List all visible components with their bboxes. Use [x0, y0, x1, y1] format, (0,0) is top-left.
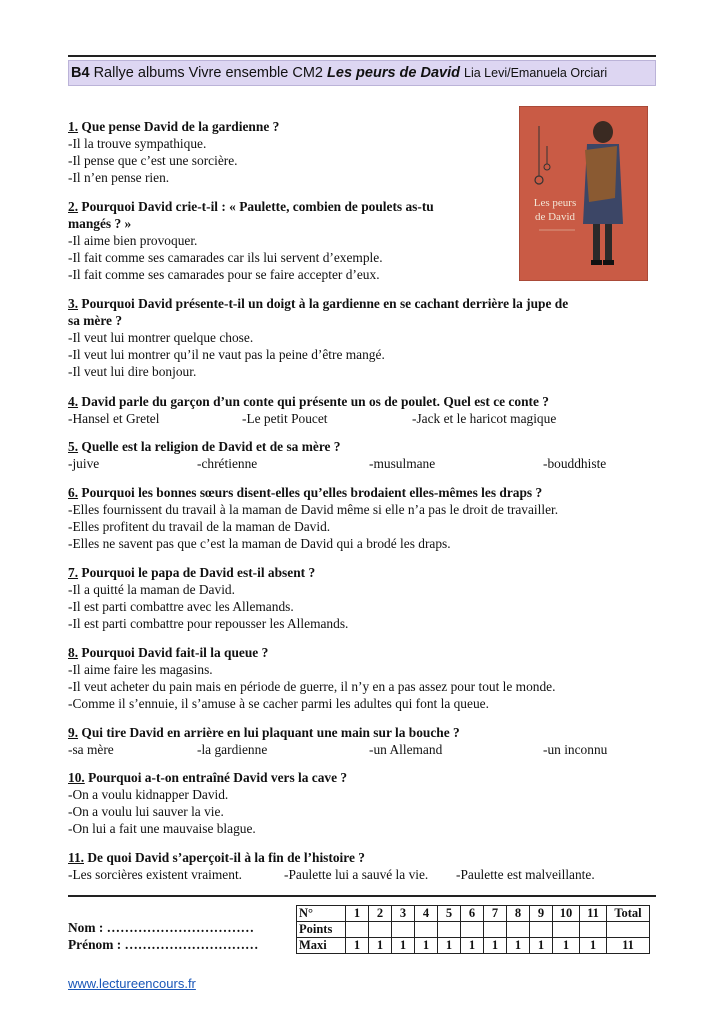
answer-option: -Elles fournissent du travail à la maman de David même si elle n’a pas le droit de travailler.: [68, 502, 559, 517]
answer-option: -Il aime bien provoquer.: [68, 233, 198, 248]
header-code: B4: [71, 65, 90, 81]
question-title: [68, 295, 568, 329]
answer-option: -On a voulu kidnapper David.: [68, 787, 229, 802]
maxi-total-cell: 11: [607, 938, 650, 954]
answer-option: -On a voulu lui sauver la vie.: [68, 804, 224, 819]
points-cell[interactable]: [553, 922, 580, 938]
score-header-cell: 3: [392, 906, 415, 922]
score-header-cell: 6: [461, 906, 484, 922]
question-3: [68, 295, 568, 380]
answer-option: -Il veut lui dire bonjour.: [68, 364, 197, 379]
maxi-cell: 1: [530, 938, 553, 954]
nom-field[interactable]: Nom : ……………………………: [68, 920, 254, 935]
maxi-cell: 1: [461, 938, 484, 954]
question-title: [68, 564, 348, 581]
cover-title-line1: Les peurs: [533, 197, 577, 209]
question-11: [68, 849, 648, 883]
question-text: Qui tire David en arrière en lui plaquant une main sur la bouche ?: [81, 725, 460, 740]
question-number: 9.: [68, 725, 79, 740]
score-header-cell: 1: [346, 906, 369, 922]
question-7: [68, 564, 348, 632]
header-authors: Lia Levi/Emanuela Orciari: [464, 66, 608, 80]
maxi-cell: 1: [507, 938, 530, 954]
answer-option: -Paulette lui a sauvé la vie.: [284, 867, 429, 882]
question-title: [68, 438, 648, 455]
answer-option: -musulmane: [369, 456, 436, 471]
maxi-cell: 1: [553, 938, 580, 954]
question-text: Pourquoi David crie-t-il : « Paulette, combien de poulets as-tu: [81, 199, 434, 214]
bottom-rule: [68, 895, 656, 897]
cover-title-line2: de David: [534, 211, 576, 223]
points-cell[interactable]: [580, 922, 607, 938]
answer-option: -Elles ne savent pas que c’est la maman de David qui a brodé les draps.: [68, 536, 451, 551]
question-2: [68, 198, 434, 283]
answer-option: -juive: [68, 456, 100, 471]
score-header-cell: 5: [438, 906, 461, 922]
question-title: [68, 644, 555, 661]
answer-option: -sa mère: [68, 742, 114, 757]
question-1: [68, 118, 279, 186]
answer-option: -Il fait comme ses camarades pour se faire accepter d’eux.: [68, 267, 380, 282]
score-header-cell: 4: [415, 906, 438, 922]
answer-option: -Jack et le haricot magique: [412, 411, 557, 426]
score-maxi-row: [297, 938, 650, 954]
answer-option: -Il est parti combattre avec les Allemands.: [68, 599, 294, 614]
points-cell[interactable]: [415, 922, 438, 938]
question-number: 8.: [68, 645, 79, 660]
points-cell[interactable]: [369, 922, 392, 938]
maxi-cell: 1: [438, 938, 461, 954]
question-title: [68, 849, 648, 866]
answer-option: -Il pense que c’est une sorcière.: [68, 153, 238, 168]
score-header-cell: 11: [580, 906, 607, 922]
answer-option: -Il veut lui montrer qu’il ne vaut pas la peine d’être mangé.: [68, 347, 385, 362]
website-link[interactable]: www.lectureencours.fr: [68, 976, 196, 991]
book-cover-image: [519, 106, 648, 281]
maxi-cell: 1: [346, 938, 369, 954]
score-header-cell: Total: [607, 906, 650, 922]
score-header-cell: 9: [530, 906, 553, 922]
question-title: [68, 769, 347, 786]
answer-option: -Il veut lui montrer quelque chose.: [68, 330, 254, 345]
answer-option: -Hansel et Gretel: [68, 411, 160, 426]
score-header-cell: 10: [553, 906, 580, 922]
answer-option: -Il a quitté la maman de David.: [68, 582, 235, 597]
answer-option: -Elles profitent du travail de la maman de David.: [68, 519, 331, 534]
maxi-cell: 1: [484, 938, 507, 954]
question-10: [68, 769, 347, 837]
header-book-title: Les peurs de David: [327, 65, 460, 81]
answer-option: -Comme il s’ennuie, il s’amuse à se cacher parmi les adultes qui font la queue.: [68, 696, 489, 711]
score-header-cell: 8: [507, 906, 530, 922]
question-number: 1.: [68, 119, 79, 134]
maxi-cell: 1: [392, 938, 415, 954]
question-text: Pourquoi David fait-il la queue ?: [81, 645, 269, 660]
score-points-row: [297, 922, 650, 938]
question-text: Que pense David de la gardienne ?: [81, 119, 280, 134]
score-table: [296, 905, 650, 954]
student-name-block: [68, 919, 258, 953]
answer-option: -Il est parti combattre pour repousser les Allemands.: [68, 616, 349, 631]
question-number: 3.: [68, 296, 79, 311]
score-header-row: [297, 906, 650, 922]
answer-option: -Les sorcières existent vraiment.: [68, 867, 243, 882]
points-cell[interactable]: [484, 922, 507, 938]
answer-option: -un inconnu: [543, 742, 608, 757]
question-title: [68, 484, 558, 501]
answer-option: -la gardienne: [197, 742, 268, 757]
prenom-field[interactable]: Prénom : …………………………: [68, 937, 259, 952]
question-text-cont: mangés ? »: [68, 216, 132, 231]
maxi-cell: 1: [580, 938, 607, 954]
question-8: [68, 644, 555, 712]
question-title: [68, 198, 434, 232]
points-cell[interactable]: [507, 922, 530, 938]
question-text: Pourquoi David présente-t-il un doigt à la gardienne en se cachant derrière la jupe de: [81, 296, 569, 311]
question-5: [68, 438, 648, 472]
answer-option: -On lui a fait une mauvaise blague.: [68, 821, 256, 836]
question-title: [68, 118, 279, 135]
points-cell[interactable]: [461, 922, 484, 938]
question-title: [68, 724, 648, 741]
question-text-cont: sa mère ?: [68, 313, 123, 328]
question-number: 6.: [68, 485, 79, 500]
question-number: 11.: [68, 850, 84, 865]
question-text: De quoi David s’aperçoit-il à la fin de l’histoire ?: [87, 850, 365, 865]
points-label: Points: [297, 922, 346, 938]
answer-option: -Il fait comme ses camarades car ils lui servent d’exemple.: [68, 250, 383, 265]
score-header-cell: N°: [297, 906, 346, 922]
score-header-cell: 2: [369, 906, 392, 922]
question-number: 10.: [68, 770, 85, 785]
answer-option: -bouddhiste: [543, 456, 607, 471]
question-number: 2.: [68, 199, 79, 214]
question-title: [68, 393, 648, 410]
answer-option: -Il la trouve sympathique.: [68, 136, 207, 151]
points-total-cell[interactable]: [607, 922, 650, 938]
answer-option: -un Allemand: [369, 742, 443, 757]
question-number: 4.: [68, 394, 79, 409]
question-text: Pourquoi les bonnes sœurs disent-elles qu’elles brodaient elles-mêmes les draps ?: [81, 485, 543, 500]
question-9: [68, 724, 648, 758]
points-cell[interactable]: [346, 922, 369, 938]
question-number: 7.: [68, 565, 79, 580]
question-text: Pourquoi a-t-on entraîné David vers la cave ?: [88, 770, 348, 785]
maxi-cell: 1: [415, 938, 438, 954]
points-cell[interactable]: [530, 922, 553, 938]
worksheet-header: [68, 60, 656, 86]
score-header-cell: 7: [484, 906, 507, 922]
top-rule: [68, 55, 656, 57]
answer-option: -chrétienne: [197, 456, 258, 471]
question-4: [68, 393, 648, 427]
question-number: 5.: [68, 439, 79, 454]
maxi-cell: 1: [369, 938, 392, 954]
question-6: [68, 484, 558, 552]
answer-option: -Il n’en pense rien.: [68, 170, 170, 185]
maxi-label: Maxi: [297, 938, 346, 954]
answer-option: -Il veut acheter du pain mais en période de guerre, il n’y en a pas assez pour tout le monde.: [68, 679, 556, 694]
points-cell[interactable]: [438, 922, 461, 938]
answer-option: -Paulette est malveillante.: [456, 867, 595, 882]
answer-option: -Il aime faire les magasins.: [68, 662, 213, 677]
header-series: Rallye albums Vivre ensemble CM2: [93, 65, 323, 81]
question-text: Quelle est la religion de David et de sa mère ?: [81, 439, 341, 454]
points-cell[interactable]: [392, 922, 415, 938]
question-text: Pourquoi le papa de David est-il absent ?: [81, 565, 316, 580]
question-text: David parle du garçon d’un conte qui présente un os de poulet. Quel est ce conte ?: [81, 394, 549, 409]
answer-option: -Le petit Poucet: [242, 411, 328, 426]
